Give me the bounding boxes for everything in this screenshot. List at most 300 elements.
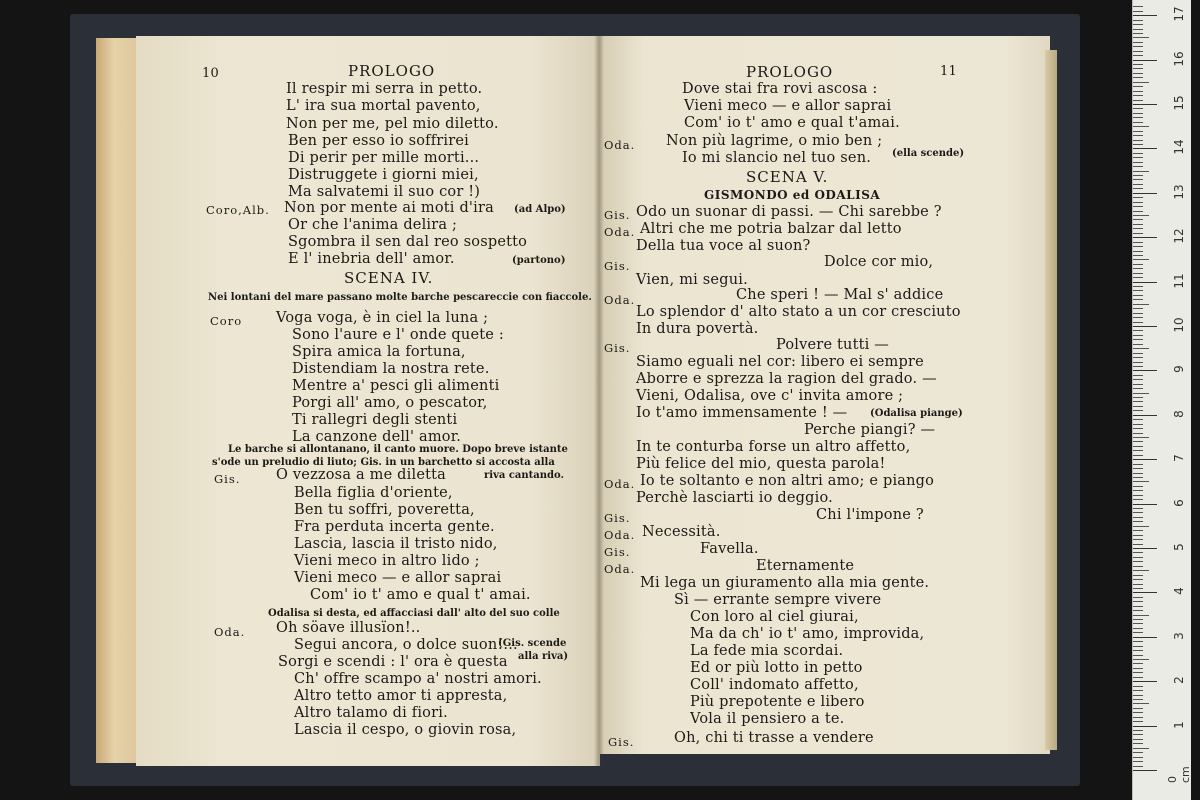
ruler-number: 13	[1172, 184, 1186, 200]
ruler-tick	[1133, 91, 1143, 92]
verse-line: Altri che me potria balzar dal letto	[640, 221, 902, 237]
ruler-tick	[1133, 148, 1157, 149]
ruler-number: 7	[1172, 454, 1186, 463]
verse-line: Aborre e sprezza la ragion del grado. —	[636, 371, 937, 387]
ruler-tick	[1133, 388, 1143, 389]
verse-line: O vezzosa a me diletta	[276, 467, 447, 483]
ruler-tick	[1133, 570, 1149, 571]
stage-direction: riva cantando.	[484, 470, 565, 481]
verse-line: Lascia, lascia il tristo nido,	[294, 536, 498, 552]
ruler-tick	[1133, 610, 1143, 611]
ruler-tick	[1133, 42, 1143, 43]
ruler-tick	[1133, 628, 1143, 629]
ruler-tick	[1133, 339, 1143, 340]
ruler-tick	[1133, 770, 1157, 771]
ruler-number: 4	[1172, 587, 1186, 596]
ruler-tick	[1133, 299, 1143, 300]
ruler-tick	[1133, 20, 1143, 21]
ruler-tick	[1133, 313, 1143, 314]
ruler-tick	[1133, 60, 1157, 61]
measurement-ruler	[1132, 0, 1191, 800]
ruler-tick	[1133, 268, 1143, 269]
verse-line: Non più lagrime, o mio ben ;	[666, 133, 883, 149]
ruler-tick	[1133, 424, 1143, 425]
verse-line: Segui ancora, o dolce suon!...	[294, 637, 518, 653]
stage-direction: (Gis. scende	[498, 638, 567, 649]
ruler-tick	[1133, 242, 1143, 243]
ruler-tick	[1133, 55, 1143, 56]
ruler-tick	[1133, 24, 1143, 25]
verse-line: Spira amica la fortuna,	[292, 344, 466, 360]
ruler-tick	[1133, 690, 1143, 691]
verse-line: In dura povertà.	[636, 321, 759, 337]
ruler-tick	[1133, 566, 1143, 567]
verse-line: Ben tu soffri, poveretta,	[294, 502, 475, 518]
verse-line: Della tua voce al suon?	[636, 238, 811, 254]
verse-line: Lo splendor d' alto stato a un cor cresciuto	[636, 304, 961, 320]
ruler-tick	[1133, 677, 1143, 678]
ruler-tick	[1133, 122, 1143, 123]
ruler-tick	[1133, 282, 1157, 283]
verse-line: Sì — errante sempre vivere	[674, 592, 882, 608]
verse-line: Sorgi e scendi : l' ora è questa	[278, 654, 508, 670]
ruler-tick	[1133, 117, 1143, 118]
ruler-tick	[1133, 264, 1143, 265]
book-gutter	[594, 36, 604, 766]
ruler-tick	[1133, 166, 1143, 167]
verse-line: Sgombra il sen dal reo sospetto	[288, 234, 528, 250]
ruler-tick	[1133, 730, 1143, 731]
ruler-tick	[1133, 131, 1143, 132]
ruler-tick	[1133, 703, 1149, 704]
right-page	[600, 36, 1050, 754]
ruler-tick	[1133, 197, 1143, 198]
ruler-tick	[1133, 11, 1143, 12]
ruler-tick	[1133, 82, 1149, 83]
verse-line: Altro talamo di fiori.	[294, 705, 448, 721]
ruler-tick	[1133, 655, 1143, 656]
ruler-tick	[1133, 64, 1143, 65]
ruler-tick	[1133, 637, 1157, 638]
ruler-tick	[1133, 601, 1143, 602]
page-number: 11	[940, 64, 957, 79]
ruler-tick	[1133, 597, 1143, 598]
verse-line: Non por mente ai moti d'ira	[284, 200, 494, 216]
ruler-tick	[1133, 406, 1143, 407]
page-edges-right	[1045, 50, 1057, 750]
ruler-tick	[1133, 473, 1143, 474]
ruler-tick	[1133, 504, 1157, 505]
scene-title: SCENA IV.	[344, 269, 434, 287]
ruler-tick	[1133, 108, 1143, 109]
ruler-tick	[1133, 575, 1143, 576]
verse-line: Dolce cor mio,	[824, 254, 934, 270]
ruler-number: 8	[1172, 409, 1186, 418]
ruler-tick	[1133, 375, 1143, 376]
verse-line: Porgi all' amo, o pescator,	[292, 395, 488, 411]
ruler-tick	[1133, 233, 1143, 234]
ruler-tick	[1133, 366, 1143, 367]
stage-direction: (ad Alpo)	[514, 204, 566, 215]
ruler-tick	[1133, 459, 1157, 460]
ruler-tick	[1133, 308, 1143, 309]
ruler-tick	[1133, 211, 1143, 212]
ruler-tick	[1133, 490, 1143, 491]
ruler-tick	[1133, 95, 1143, 96]
ruler-tick	[1133, 748, 1149, 749]
ruler-tick	[1133, 663, 1143, 664]
ruler-tick	[1133, 397, 1143, 398]
ruler-number: 5	[1172, 543, 1186, 551]
ruler-tick	[1133, 721, 1143, 722]
ruler-number: 10	[1172, 317, 1186, 333]
verse-line: Distendiam la nostra rete.	[292, 361, 490, 377]
verse-line: Di perir per mille morti...	[288, 150, 480, 166]
ruler-number: 3	[1172, 631, 1186, 640]
stage-direction: Odalisa si desta, ed affacciasi dall' alto del suo colle	[268, 608, 560, 619]
ruler-tick	[1133, 370, 1157, 371]
ruler-tick	[1133, 259, 1149, 260]
ruler-tick	[1133, 237, 1157, 238]
ruler-tick	[1133, 508, 1143, 509]
ruler-tick	[1133, 757, 1143, 758]
ruler-tick	[1133, 401, 1143, 402]
ruler-tick	[1133, 588, 1143, 589]
ruler-tick	[1133, 695, 1143, 696]
ruler-tick	[1133, 162, 1143, 163]
ruler-tick	[1133, 68, 1143, 69]
ruler-tick	[1133, 606, 1143, 607]
ruler-number: 6	[1172, 498, 1186, 507]
ruler-tick	[1133, 179, 1143, 180]
speaker-label: Oda.	[604, 528, 636, 542]
ruler-tick	[1133, 530, 1143, 531]
ruler-tick	[1133, 246, 1143, 247]
ruler-tick	[1133, 495, 1143, 496]
ruler-tick	[1133, 544, 1143, 545]
speaker-label: Gis.	[604, 259, 631, 273]
ruler-tick	[1133, 348, 1149, 349]
ruler-number: 11	[1172, 272, 1186, 289]
verse-line: Lascia il cespo, o giovin rosa,	[294, 722, 517, 738]
ruler-number: 1	[1172, 720, 1186, 729]
ruler-tick	[1133, 33, 1143, 34]
verse-line: Ma salvatemi il suo cor !)	[288, 184, 481, 200]
ruler-number: 17	[1172, 6, 1186, 22]
ruler-tick	[1133, 477, 1143, 478]
ruler-tick	[1133, 393, 1149, 394]
ruler-tick	[1133, 650, 1143, 651]
ruler-tick	[1133, 499, 1143, 500]
speaker-label: Coro	[210, 314, 243, 328]
speaker-label: Gis.	[604, 208, 631, 222]
ruler-tick	[1133, 623, 1143, 624]
ruler-tick	[1133, 251, 1143, 252]
ruler-number: 15	[1172, 95, 1186, 111]
verse-line: La fede mia scordai.	[690, 643, 844, 659]
verse-line: Perchè lasciarti io deggio.	[636, 490, 833, 506]
ruler-tick	[1133, 188, 1143, 189]
stage-direction: Nei lontani del mare passano molte barche pescareccie con fiaccole.	[208, 292, 592, 303]
ruler-tick	[1133, 273, 1143, 274]
ruler-tick	[1133, 708, 1143, 709]
ruler-tick	[1133, 113, 1143, 114]
verse-line: Odo un suonar di passi. — Chi sarebbe ?	[636, 204, 942, 220]
verse-line: Oh söave illusïon!..	[276, 620, 421, 636]
ruler-tick	[1133, 761, 1143, 762]
ruler-number: 14	[1172, 139, 1186, 156]
ruler-tick	[1133, 686, 1143, 687]
verse-line: Ma da ch' io t' amo, improvida,	[690, 626, 925, 642]
ruler-tick	[1133, 228, 1143, 229]
ruler-tick	[1133, 632, 1143, 633]
ruler-tick	[1133, 437, 1149, 438]
ruler-tick	[1133, 464, 1143, 465]
verse-line: Fra perduta incerta gente.	[294, 519, 495, 535]
ruler-tick	[1133, 171, 1149, 172]
verse-line: Altro tetto amor ti appresta,	[294, 688, 508, 704]
ruler-tick	[1133, 51, 1143, 52]
ruler-tick	[1133, 317, 1143, 318]
verse-line: E l' inebria dell' amor.	[288, 251, 455, 267]
ruler-tick	[1133, 184, 1143, 185]
verse-line: Vieni, Odalisa, ove c' invita amore ;	[636, 388, 904, 404]
speaker-label: Oda.	[604, 562, 636, 576]
ruler-tick	[1133, 681, 1157, 682]
ruler-tick	[1133, 215, 1149, 216]
ruler-tick	[1133, 535, 1143, 536]
ruler-tick	[1133, 37, 1149, 38]
ruler-tick	[1133, 140, 1143, 141]
verse-line: Com' io t' amo e qual t' amai.	[310, 587, 531, 603]
stage-direction: s'ode un preludio di liuto; Gis. in un barchetto si accosta alla	[212, 457, 555, 468]
ruler-tick	[1133, 486, 1143, 487]
ruler-tick	[1133, 135, 1143, 136]
ruler-tick	[1133, 157, 1143, 158]
ruler-tick	[1133, 619, 1143, 620]
ruler-tick	[1133, 526, 1149, 527]
verse-line: Ch' offre scampo a' nostri amori.	[294, 671, 542, 687]
ruler-tick	[1133, 641, 1143, 642]
stage-direction: (ella scende)	[892, 148, 965, 159]
ruler-tick	[1133, 410, 1143, 411]
speaker-label: Gis.	[214, 472, 241, 486]
ruler-tick	[1133, 29, 1143, 30]
speaker-label: Oda.	[604, 138, 636, 152]
ruler-tick	[1133, 766, 1143, 767]
ruler-tick	[1133, 512, 1143, 513]
verse-line: Più prepotente e libero	[690, 694, 865, 710]
ruler-tick	[1133, 584, 1143, 585]
page-number: 10	[202, 66, 219, 81]
verse-line: Dove stai fra rovi ascosa :	[682, 81, 878, 97]
ruler-tick	[1133, 659, 1149, 660]
ruler-tick	[1133, 322, 1143, 323]
ruler-tick	[1133, 6, 1143, 7]
ruler-tick	[1133, 175, 1143, 176]
ruler-tick	[1133, 646, 1143, 647]
ruler-tick	[1133, 726, 1157, 727]
verse-line: Più felice del mio, questa parola!	[636, 456, 886, 472]
verse-line: Io mi slancio nel tuo sen.	[682, 150, 872, 166]
ruler-tick	[1133, 446, 1143, 447]
ruler-tick	[1133, 277, 1143, 278]
verse-line: Eternamente	[756, 558, 855, 574]
ruler-tick	[1133, 100, 1143, 101]
speaker-label: Oda.	[604, 293, 636, 307]
ruler-tick	[1133, 699, 1143, 700]
verse-line: Necessità.	[642, 524, 721, 540]
ruler-number: 16	[1172, 50, 1186, 67]
ruler-tick	[1133, 224, 1143, 225]
ruler-unit-label: 0 cm	[1166, 766, 1192, 783]
verse-line: Com' io t' amo e qual t'amai.	[684, 115, 900, 131]
ruler-tick	[1133, 672, 1143, 673]
verse-line: Ed or più lotto in petto	[690, 660, 863, 676]
verse-line: Sono l'aure e l' onde quete :	[292, 327, 504, 343]
ruler-tick	[1133, 419, 1143, 420]
verse-line: Il respir mi serra in petto.	[286, 81, 483, 97]
verse-line: Vien, mi segui.	[636, 272, 748, 288]
ruler-tick	[1133, 450, 1143, 451]
verse-line: Vola il pensiero a te.	[690, 711, 845, 727]
verse-line: Oh, chi ti trasse a vendere	[674, 730, 874, 746]
ruler-tick	[1133, 433, 1143, 434]
verse-line: Voga voga, è in ciel la luna ;	[276, 310, 489, 326]
ruler-tick	[1133, 126, 1149, 127]
speaker-label: Oda.	[214, 625, 246, 639]
ruler-tick	[1133, 46, 1143, 47]
ruler-number: 9	[1172, 365, 1186, 374]
ruler-tick	[1133, 734, 1143, 735]
verse-line: La canzone dell' amor.	[292, 429, 462, 445]
ruler-tick	[1133, 219, 1143, 220]
ruler-tick	[1133, 539, 1143, 540]
ruler-tick	[1133, 384, 1143, 385]
verse-line: Bella figlia d'oriente,	[294, 485, 453, 501]
ruler-tick	[1133, 379, 1143, 380]
verse-line: Non per me, pel mio diletto.	[286, 116, 499, 132]
ruler-tick	[1133, 468, 1143, 469]
verse-line: Vieni meco in altro lido ;	[294, 553, 480, 569]
ruler-tick	[1133, 455, 1143, 456]
ruler-tick	[1133, 255, 1143, 256]
ruler-tick	[1133, 579, 1143, 580]
ruler-tick	[1133, 353, 1143, 354]
stage-direction: (partono)	[512, 255, 566, 266]
verse-line: L' ira sua mortal pavento,	[286, 98, 481, 114]
ruler-number: 12	[1172, 228, 1186, 244]
ruler-number: 2	[1172, 676, 1186, 685]
verse-line: Chi l'impone ?	[816, 507, 924, 523]
ruler-tick	[1133, 557, 1143, 558]
verse-line: Distruggete i giorni miei,	[288, 167, 479, 183]
stage-direction: (Odalisa piange)	[870, 408, 963, 419]
ruler-tick	[1133, 743, 1143, 744]
ruler-tick	[1133, 561, 1143, 562]
ruler-tick	[1133, 344, 1143, 345]
stage-direction: Le barche si allontanano, il canto muore. Dopo breve istante	[228, 444, 568, 455]
ruler-tick	[1133, 202, 1143, 203]
running-head: PROLOGO	[746, 63, 834, 81]
speaker-label: Gis.	[604, 511, 631, 525]
verse-line: Mi lega un giuramento alla mia gente.	[640, 575, 930, 591]
left-page	[136, 36, 600, 766]
ruler-tick	[1133, 415, 1157, 416]
verse-line: Siamo eguali nel cor: libero ei sempre	[636, 354, 924, 370]
verse-line: Mentre a' pesci gli alimenti	[292, 378, 500, 394]
verse-line: Perche piangi? —	[804, 422, 936, 438]
verse-line: Or che l'anima delira ;	[288, 217, 458, 233]
verse-line: Che speri ! — Mal s' addice	[736, 287, 944, 303]
ruler-tick	[1133, 592, 1157, 593]
verse-line: Ti rallegri degli stenti	[292, 412, 458, 428]
ruler-tick	[1133, 286, 1143, 287]
verse-line: Coll' indomato affetto,	[690, 677, 859, 693]
ruler-tick	[1133, 290, 1143, 291]
verse-line: In te conturba forse un altro affetto,	[636, 439, 911, 455]
ruler-tick	[1133, 330, 1143, 331]
speaker-label: Gis.	[604, 545, 631, 559]
scene-title: SCENA V.	[746, 168, 829, 186]
ruler-tick	[1133, 481, 1149, 482]
ruler-tick	[1133, 206, 1143, 207]
ruler-tick	[1133, 295, 1143, 296]
ruler-tick	[1133, 15, 1157, 16]
ruler-tick	[1133, 552, 1143, 553]
ruler-tick	[1133, 517, 1143, 518]
ruler-tick	[1133, 326, 1157, 327]
ruler-tick	[1133, 104, 1157, 105]
ruler-tick	[1133, 362, 1143, 363]
ruler-tick	[1133, 304, 1149, 305]
ruler-tick	[1133, 428, 1143, 429]
ruler-tick	[1133, 441, 1143, 442]
ruler-tick	[1133, 193, 1157, 194]
ruler-tick	[1133, 739, 1143, 740]
running-head: PROLOGO	[348, 62, 436, 80]
ruler-tick	[1133, 752, 1143, 753]
verse-line: Vieni meco — e allor saprai	[294, 570, 502, 586]
ruler-tick	[1133, 335, 1143, 336]
ruler-tick	[1133, 77, 1143, 78]
ruler-tick	[1133, 615, 1149, 616]
ruler-tick	[1133, 712, 1143, 713]
verse-line: Ben per esso io soffrirei	[288, 133, 469, 149]
scene-characters: GISMONDO ed ODALISA	[704, 188, 881, 202]
ruler-tick	[1133, 144, 1143, 145]
speaker-label: Oda.	[604, 477, 636, 491]
ruler-tick	[1133, 357, 1143, 358]
verse-line: Polvere tutti —	[776, 337, 889, 353]
ruler-tick	[1133, 548, 1157, 549]
verse-line: Io t'amo immensamente ! —	[636, 405, 848, 421]
ruler-tick	[1133, 153, 1143, 154]
speaker-label: Coro,Alb.	[206, 203, 270, 217]
verse-line: Con loro al ciel giurai,	[690, 609, 859, 625]
speaker-label: Gis.	[604, 341, 631, 355]
speaker-label: Oda.	[604, 225, 636, 239]
ruler-tick	[1133, 521, 1143, 522]
ruler-tick	[1133, 668, 1143, 669]
verse-line: Io te soltanto e non altri amo; e piango	[640, 473, 935, 489]
ruler-tick	[1133, 86, 1143, 87]
speaker-label: Gis.	[608, 735, 635, 749]
verse-line: Favella.	[700, 541, 759, 557]
ruler-tick	[1133, 73, 1143, 74]
ruler-tick	[1133, 717, 1143, 718]
stage-direction: alla riva)	[518, 651, 569, 662]
